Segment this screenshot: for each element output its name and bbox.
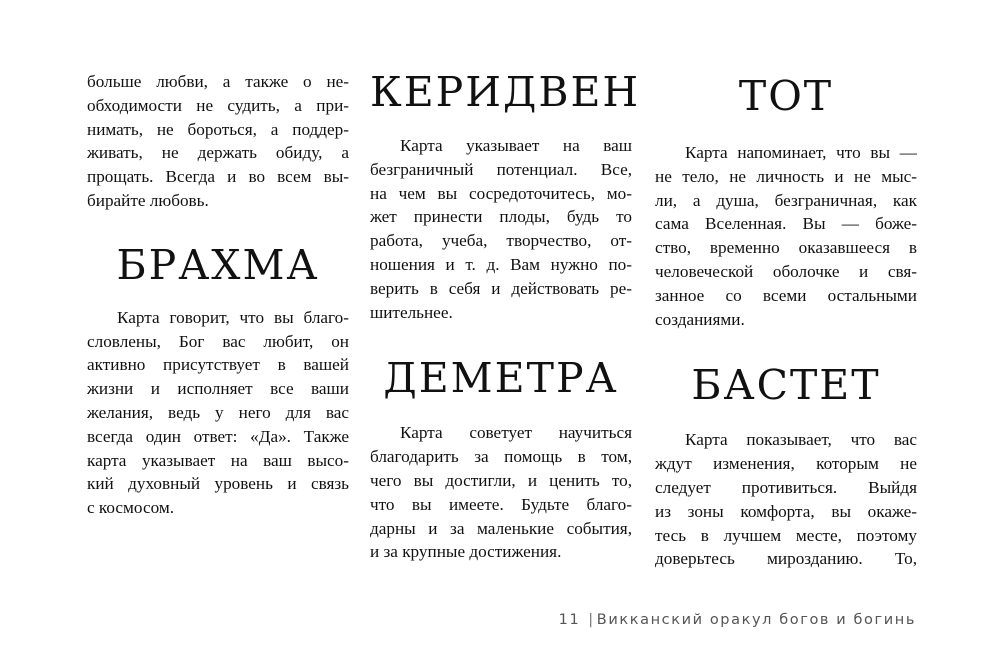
text-line: дарны и за маленькие события,: [370, 518, 632, 538]
text-line: желания, ведь у него для вас: [87, 402, 349, 422]
column-3: [655, 64, 917, 571]
text-line: прощать. Всегда и во всем вы-: [87, 167, 349, 187]
text-line: верить в себя и действовать ре-: [370, 278, 632, 298]
text-line: жет принести плоды, будь то: [370, 207, 632, 227]
text-line: работа, учеба, творчество, от-: [370, 231, 632, 251]
text-line: больше любви, а также о не-: [87, 72, 349, 91]
text-line: ждут изменения, которым не: [655, 454, 917, 474]
section-title: КЕРИДВЕН: [370, 68, 641, 116]
section-title: БАСТЕТ: [691, 361, 881, 410]
section-title: БРАХМА: [116, 240, 320, 289]
section-paragraph: [87, 306, 349, 520]
text-line: словлены, Бог вас любит, он: [87, 331, 349, 351]
text-line: что вы имеете. Будьте благо-: [370, 494, 632, 514]
text-line: шительнее.: [370, 302, 453, 322]
text-line: ношения и т. д. Вам нужно по-: [370, 254, 632, 274]
text-line: Карта показывает, что вас: [685, 430, 917, 450]
intro-paragraph: [87, 70, 349, 213]
text-line: Карта советует научиться: [400, 423, 632, 443]
text-line: следует противиться. Выйдя: [655, 477, 917, 497]
text-line: кий духовный уровень и связь: [87, 474, 349, 494]
text-line: Карта говорит, что вы благо-: [117, 307, 349, 327]
text-line: с космосом.: [87, 498, 175, 518]
book-title: Викканский оракул богов и богинь: [596, 612, 916, 628]
text-line: доверьтесь мирозданию. То,: [655, 549, 917, 569]
text-line: активно присутствует в вашей: [87, 355, 349, 375]
section-title: ДЕМЕТРА: [383, 354, 619, 403]
text-line: благодарить за помощь в том,: [370, 447, 632, 467]
text-line: не тело, не личность и не мыс-: [655, 166, 917, 186]
text-line: нимать, не бороться, а поддер-: [87, 119, 349, 139]
page-footer: [559, 612, 916, 628]
text-line: чего вы достигли, и ценить то,: [370, 470, 632, 490]
page-number: 11: [558, 612, 581, 628]
text-line: жизни и исполняет все ваши: [87, 379, 349, 399]
section-paragraph: [655, 141, 917, 331]
section-paragraph: [370, 421, 632, 564]
text-line: бирайте любовь.: [87, 190, 209, 210]
text-line: сама Вселенная. Вы — боже-: [655, 214, 917, 234]
text-line: живать, не держать обиду, а: [87, 143, 349, 163]
column-2: [370, 64, 641, 564]
text-line: всегда один ответ: «Да». Также: [87, 426, 349, 446]
text-line: созданиями.: [655, 309, 745, 329]
section-paragraph: [370, 134, 632, 324]
text-line: тесь в лучшем месте, поэтому: [655, 525, 917, 545]
text-line: обходимости не судить, а при-: [87, 95, 349, 115]
section-paragraph: [655, 428, 917, 571]
text-line: безграничный потенциал. Все,: [370, 159, 632, 179]
text-line: ство, временно оказавшееся в: [655, 238, 917, 258]
text-line: карта указывает на ваш высо-: [87, 450, 349, 470]
column-1: [87, 64, 349, 520]
text-line: занное со всеми остальными: [655, 285, 917, 305]
section-title: ТОТ: [738, 72, 834, 120]
text-line: из зоны комфорта, вы окаже-: [655, 501, 917, 521]
text-line: Карта указывает на ваш: [400, 136, 632, 155]
text-line: и за крупные достижения.: [370, 542, 562, 562]
footer-separator: |: [588, 612, 595, 628]
text-line: Карта напоминает, что вы —: [685, 143, 917, 162]
text-line: ли, а душа, безграничная, как: [655, 190, 917, 210]
text-line: на чем вы сосредоточитесь, мо-: [370, 183, 632, 203]
text-line: человеческой оболочке и свя-: [655, 261, 917, 281]
